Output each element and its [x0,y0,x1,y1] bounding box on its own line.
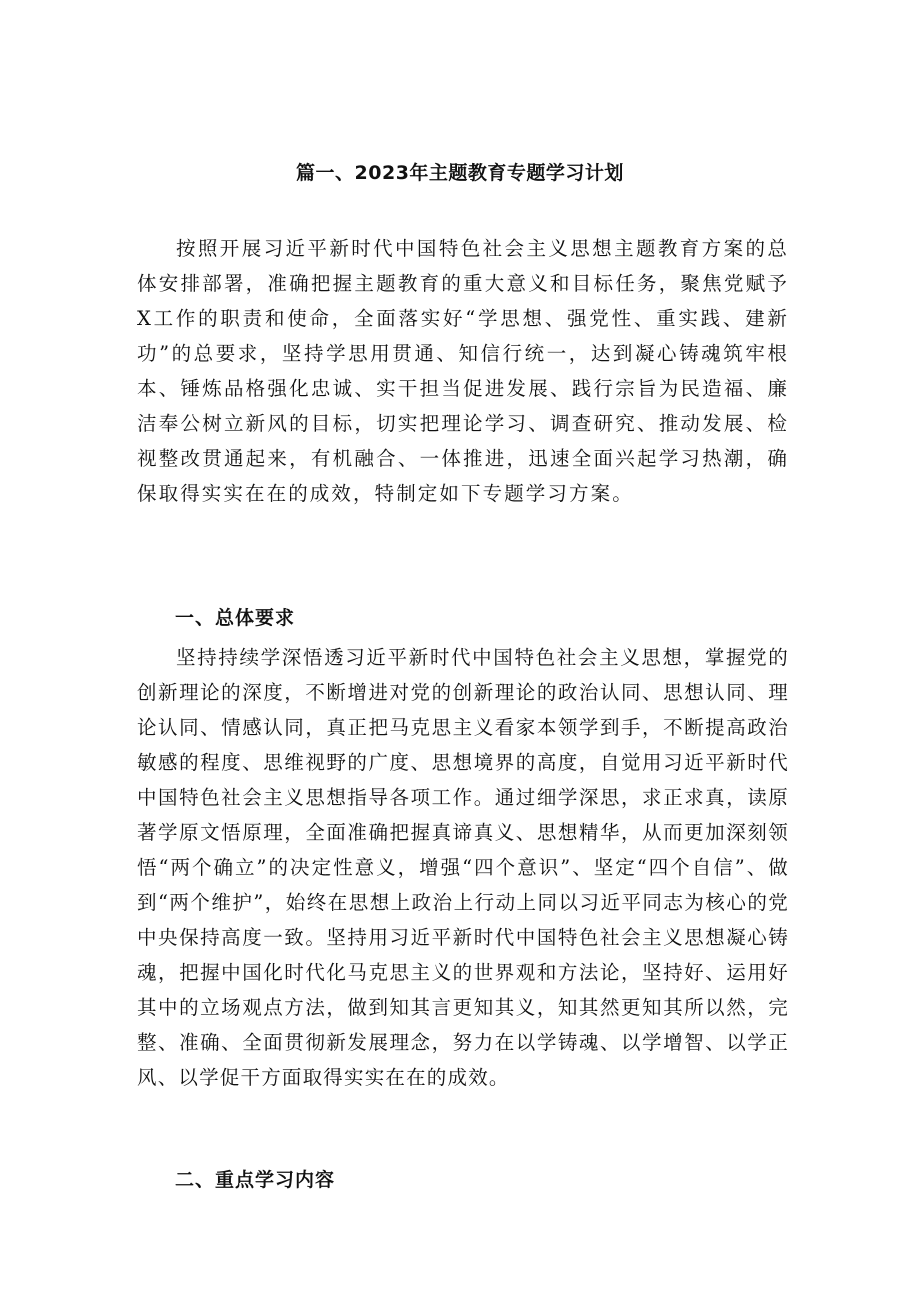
section-paragraph-general-requirements: 坚持持续学深悟透习近平新时代中国特色社会主义思想，掌握党的创新理论的深度，不断增进对党的创新理论的政治认同、思想认同、理论认同、情感认同，真正把马克思主义看家本领学到手，不断提高政治敏感的程度、思维视野的广度、思想境界的高度，自觉用习近平新时代中国特色社会主义思想指导各项工作。通过细学深思，求正求真，读原著学原文悟原理，全面准确把握真谛真义、思想精华，从而更加深刻领悟“两个确立”的决定性意义，增强“四个意识”、坚定“四个自信”、做到“两个维护”，始终在思想上政治上行动上同以习近平同志为核心的党中央保持高度一致。坚持用习近平新时代中国特色社会主义思想凝心铸魂，把握中国化时代化马克思主义的世界观和方法论，坚持好、运用好其中的立场观点方法，做到知其言更知其义，知其然更知其所以然，完整、准确、全面贯彻新发展理念，努力在以学铸魂、以学增智、以学正风、以学促干方面取得实实在在的成效。 [137,646,789,1089]
section-heading-general-requirements: 一、总体要求 [175,607,296,629]
document-title: 篇一、2023年主题教育专题学习计划 [296,162,624,184]
section-heading-key-study-content: 二、重点学习内容 [175,1169,336,1191]
intro-paragraph: 按照开展习近平新时代中国特色社会主义思想主题教育方案的总体安排部署，准确把握主题教育的重大意义和目标任务，聚焦党赋予X工作的职责和使命，全面落实好“学思想、强党性、重实践、建新功”的总要求，坚持学思用贯通、知信行统一，达到凝心铸魂筑牢根本、锤炼品格强化忠诚、实干担当促进发展、践行宗旨为民造福、廉洁奉公树立新风的目标，切实把理论学习、调查研究、推动发展、检视整改贯通起来，有机融合、一体推进，迅速全面兴起学习热潮，确保取得实实在在的成效，特制定如下专题学习方案。 [137,237,789,505]
